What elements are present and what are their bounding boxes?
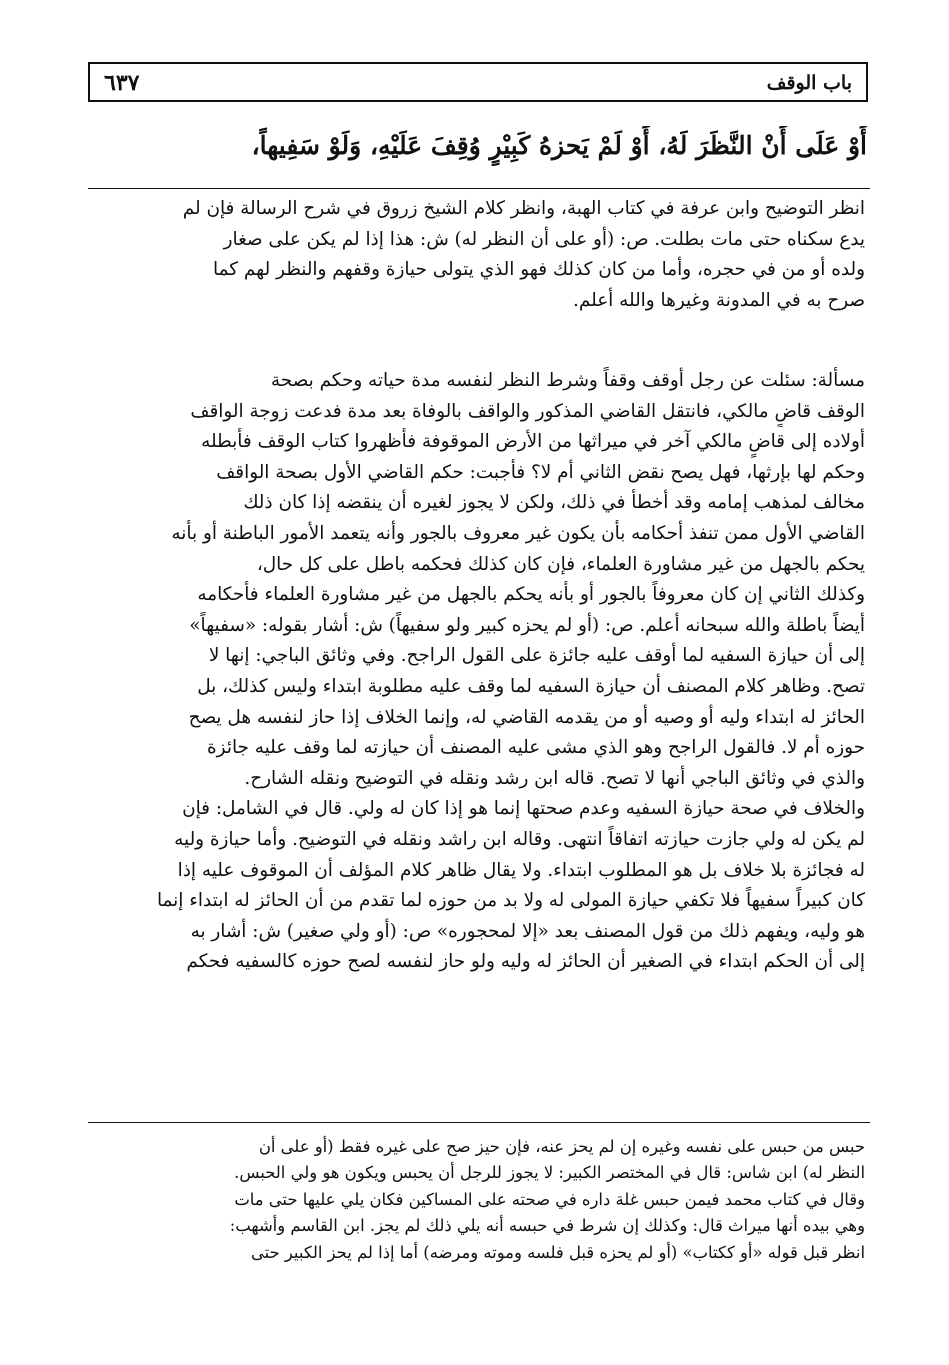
text-line: أولاده إلى قاضٍ مالكي آخر في ميراثها من الأرض الموقوفة فأظهروا كتاب الوقف فأبطله: [201, 431, 865, 453]
text-line: والذي في وثائق الباجي أنها لا تصح. قاله ابن رشد ونقله في التوضيح ونقله الشارح.: [244, 767, 865, 789]
text-line: إلى أن حيازة السفيه لما أوقف عليه جائزة على القول الراجح. وفي وثائق الباجي: إنها لا: [208, 645, 865, 667]
text-line: هو وليه، ويفهم ذلك من قول المصنف بعد «إلا لمحجوره» ص: (أو ولي صغير) ش: أشار به: [190, 920, 865, 942]
text-line: تصح. وظاهر كلام المصنف أن حيازة السفيه لما وقف عليه مطلوبة ابتداء وليس كذلك، بل: [197, 675, 865, 697]
text-line: كان كبيراً سفيهاً فلا تكفي حيازة المولى له ولا بد من حوزه لما تقدم من أن الحائز له ابتداء إنما: [156, 890, 865, 912]
chapter-title: باب الوقف: [766, 72, 852, 94]
text-line: حبس من حبس على نفسه وغيره إن لم يحز عنه، فإن حيز صح على غيره فقط (أو على أن: [258, 1137, 865, 1156]
commentary-paragraph-1: [85, 194, 865, 316]
text-line: انظر التوضيح وابن عرفة في كتاب الهبة، وانظر كلام الشيخ زروق في شرح الرسالة فإن لم: [182, 198, 865, 219]
text-line: وهي بيده أنها ميراث قال: وكذلك إن شرط في حبسه أنه يلي ذلك لم يجز. ابن القاسم وأشهب:: [229, 1216, 865, 1236]
text-line: النظر له) ابن شاس: قال في المختصر الكبير: لا يجوز للرجل أن يحبس ويكون هو ولي الحبس.: [234, 1163, 865, 1183]
text-line: صرح به في المدونة وغيرها والله أعلم.: [573, 289, 865, 311]
footnote-block: [85, 1134, 865, 1266]
text-line: انظر قبل قوله «أو ككتاب» (أو لم يحزه قبل فلسه وموته ومرضه) أما إذا لم يحز الكبير حتى: [250, 1242, 865, 1262]
matn-verse: أَوْ عَلَى أَنْ النَّظَرَ لَهُ، أَوْ لَمْ يَحزهُ كَبِيْرٍ وُقِفَ عَلَيْهِ، وَلَوْ سَفِيهاً،: [251, 131, 867, 160]
divider-top: [88, 188, 870, 189]
text-line: أيضاً باطلة والله سبحانه أعلم. ص: (أو لم يحزه كبير ولو سفيهاً) ش: أشار بقوله: «سفيهاً»: [189, 614, 865, 636]
text-line: الوقف قاضٍ مالكي، فانتقل القاضي المذكور والواقف بالوفاة بعد مدة فدعت زوجة الواقف: [190, 400, 865, 422]
text-line: وكذلك الثاني إن كان معروفاً بالجور أو بأنه يحكم بالجهل من غير مشاورة العلماء فأحكامه: [197, 584, 865, 606]
running-header: [88, 62, 868, 102]
text-line: يدع سكناه حتى مات بطلت. ص: (أو على أن النظر له) ش: هذا إذا لم يكن على صغار: [223, 228, 865, 250]
text-line: وحكم لها بإرثها، فهل يصح نقض الثاني أم لا؟ فأجبت: حكم القاضي الأول بصحة الواقف: [216, 461, 865, 483]
text-line: يحكم بالجهل من غير مشاورة العلماء، فإن كان كذلك فحكمه باطل على كل حال،: [256, 553, 865, 575]
page-number: ٦٣٧: [104, 70, 140, 96]
text-line: وقال في كتاب محمد فيمن حبس غلة داره في صحته على المساكين فكان يلي عليها حتى مات: [234, 1189, 865, 1209]
text-line: إلى أن الحكم ابتداء في الصغير أن الحائز له وليه ولو حاز لنفسه لصح حوزه كالسفيه فحكم: [186, 951, 865, 973]
text-line: لم يكن له ولي جازت حيازته اتفاقاً انتهى. وقاله ابن راشد ونقله في التوضيح. وأما حيازة وليه: [174, 828, 865, 850]
text-line: القاضي الأول ممن تنفذ أحكامه بأن يكون غير معروف بالجور وأنه يتعمد الأمور الباطنة أو بأنه: [171, 522, 865, 544]
text-line: الحائز له ابتداء وليه أو وصيه أو من يقدمه القاضي له، وإنما الخلاف إذا حاز لنفسه هل يصح: [188, 706, 865, 728]
divider-footnote: [88, 1122, 870, 1123]
text-line: والخلاف في صحة حيازة السفيه وعدم صحتها إنما هو إذا كان له ولي. قال في الشامل: فإن: [182, 798, 865, 820]
text-line: ولده أو من في حجره، وأما من كان كذلك فهو الذي يتولى حيازة وقفهم والنظر لهم كما: [213, 259, 865, 280]
text-line: مخالف لمذهب إمامه وقد أخطأ في ذلك، ولكن لا يجوز لغيره أن ينقضه إذا كان ذلك: [243, 492, 865, 514]
text-line: حوزه أم لا. فالقول الراجح وهو الذي مشى عليه المصنف أن حيازته لما وقف عليه جائزة: [207, 737, 865, 759]
text-line: مسألة: سئلت عن رجل أوقف وقفاً وشرط النظر لنفسه مدة حياته وحكم بصحة: [270, 370, 865, 391]
text-line: له فجائزة بلا خلاف بل هو المطلوب ابتداء. ولا يقال ظاهر كلام المؤلف أن الموقوف عليه إذا: [177, 859, 865, 881]
commentary-paragraph-2: [85, 366, 865, 978]
